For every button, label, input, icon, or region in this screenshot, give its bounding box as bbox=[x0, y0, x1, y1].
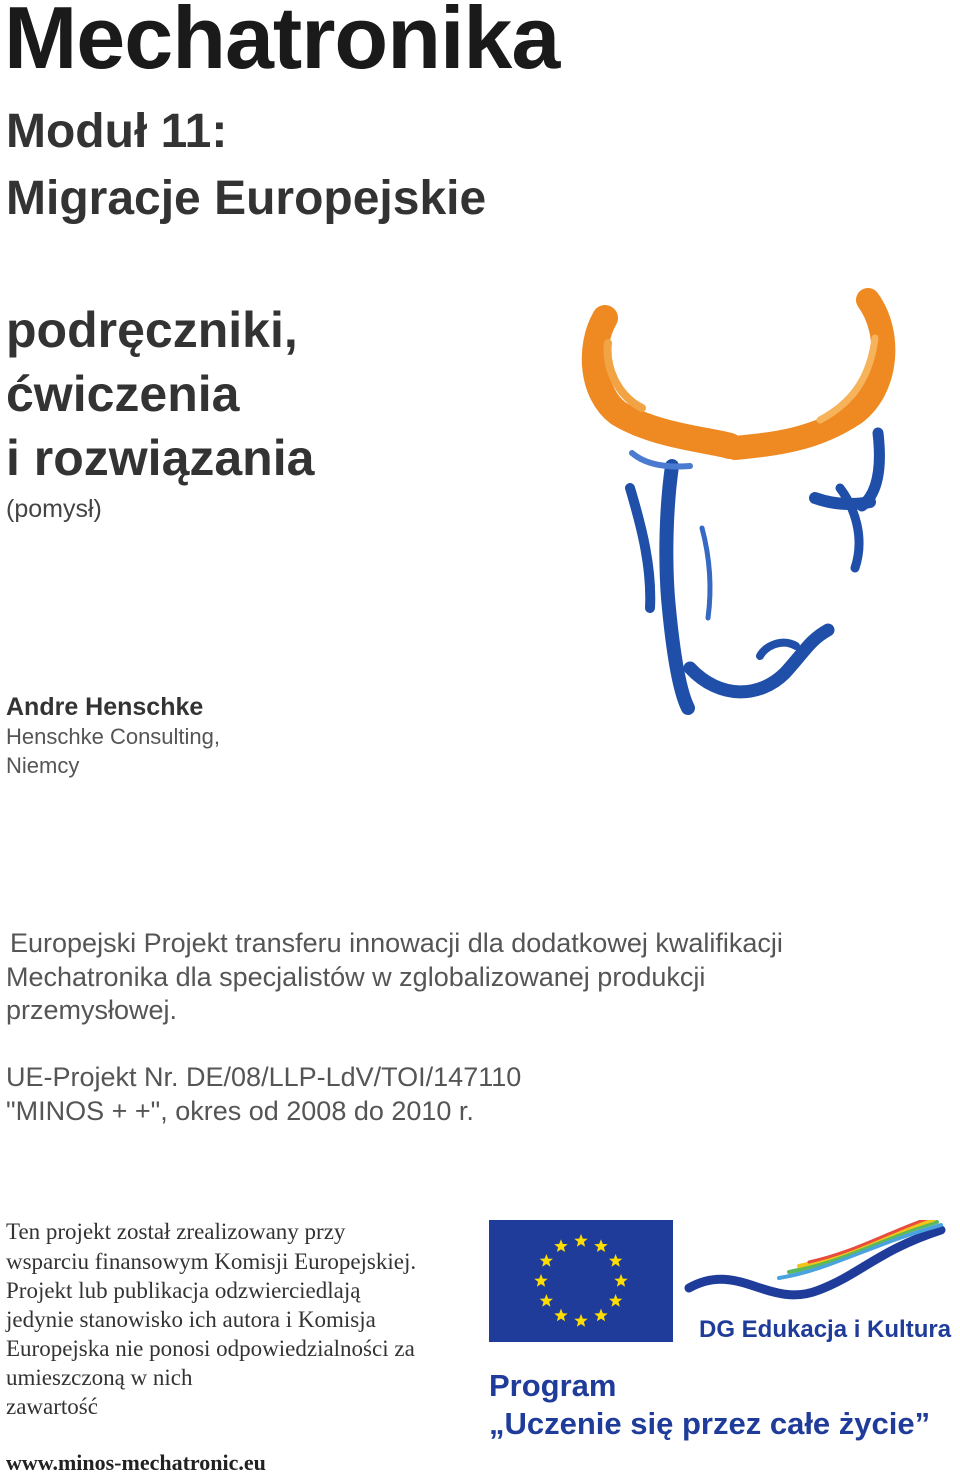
eu-program-logo bbox=[489, 1220, 955, 1452]
bull-head-logo bbox=[570, 268, 955, 718]
author-country: Niemcy bbox=[6, 753, 80, 778]
author-name: Andre Henschke bbox=[6, 693, 204, 721]
program-name: „Uczenie się przez całe życie” bbox=[489, 1406, 931, 1441]
face-icon bbox=[630, 433, 879, 708]
eu-star-icon bbox=[534, 1274, 547, 1287]
project-description-line: Europejski Projekt transferu innowacji dla dodatkowej kwalifikacji bbox=[10, 928, 783, 958]
eu-flag-icon bbox=[489, 1220, 673, 1342]
project-description-line: przemysłowej. bbox=[6, 995, 178, 1025]
program-label: Program bbox=[489, 1368, 617, 1403]
eu-star-icon bbox=[554, 1309, 567, 1322]
funding-disclaimer-line: jedynie stanowisko ich autora i Komisja bbox=[6, 1307, 376, 1332]
eu-star-icon bbox=[574, 1234, 587, 1247]
eu-star-icon bbox=[540, 1254, 553, 1267]
subtitle-line: podręczniki, bbox=[6, 302, 298, 358]
rainbow-swoosh-icon bbox=[679, 1220, 955, 1316]
module-number: Moduł 11: bbox=[6, 105, 228, 158]
dg-label: DG Edukacja i Kultura bbox=[699, 1316, 952, 1343]
eu-star-icon bbox=[609, 1294, 622, 1307]
author-organization: Henschke Consulting, bbox=[6, 724, 221, 749]
funding-disclaimer-line: Projekt lub publikacja odzwierciedlają bbox=[6, 1278, 361, 1303]
eu-star-icon bbox=[594, 1239, 607, 1252]
funding-disclaimer-line: zawartość bbox=[6, 1394, 98, 1419]
project-number: UE-Projekt Nr. DE/08/LLP-LdV/TOI/147110 bbox=[6, 1062, 522, 1092]
document-title: Mechatronika bbox=[4, 0, 560, 87]
eu-star-icon bbox=[609, 1254, 622, 1267]
project-description-line: Mechatronika dla specjalistów w zglobalizowanej produkcji bbox=[6, 962, 706, 992]
website-link[interactable]: www.minos-mechatronic.eu bbox=[6, 1450, 266, 1475]
eu-star-icon bbox=[594, 1309, 607, 1322]
eu-star-icon bbox=[540, 1294, 553, 1307]
project-period: "MINOS + +", okres od 2008 do 2010 r. bbox=[6, 1096, 474, 1126]
funding-disclaimer-line: wsparciu finansowym Komisji Europejskiej. bbox=[6, 1249, 417, 1274]
horns-icon bbox=[595, 300, 884, 448]
funding-disclaimer-line: umieszczoną w nich bbox=[6, 1365, 193, 1390]
subtitle-note: (pomysł) bbox=[6, 495, 102, 523]
module-name: Migracje Europejskie bbox=[6, 172, 487, 225]
eu-star-icon bbox=[554, 1239, 567, 1252]
eu-stars-icon bbox=[489, 1220, 673, 1342]
eu-star-icon bbox=[614, 1274, 627, 1287]
funding-disclaimer-line: Ten projekt został zrealizowany przy bbox=[6, 1219, 346, 1244]
subtitle-line: ćwiczenia bbox=[6, 366, 240, 422]
eu-star-icon bbox=[574, 1314, 587, 1327]
subtitle-line: i rozwiązania bbox=[6, 430, 315, 486]
funding-disclaimer-line: Europejska nie ponosi odpowiedzialności za bbox=[6, 1336, 415, 1361]
